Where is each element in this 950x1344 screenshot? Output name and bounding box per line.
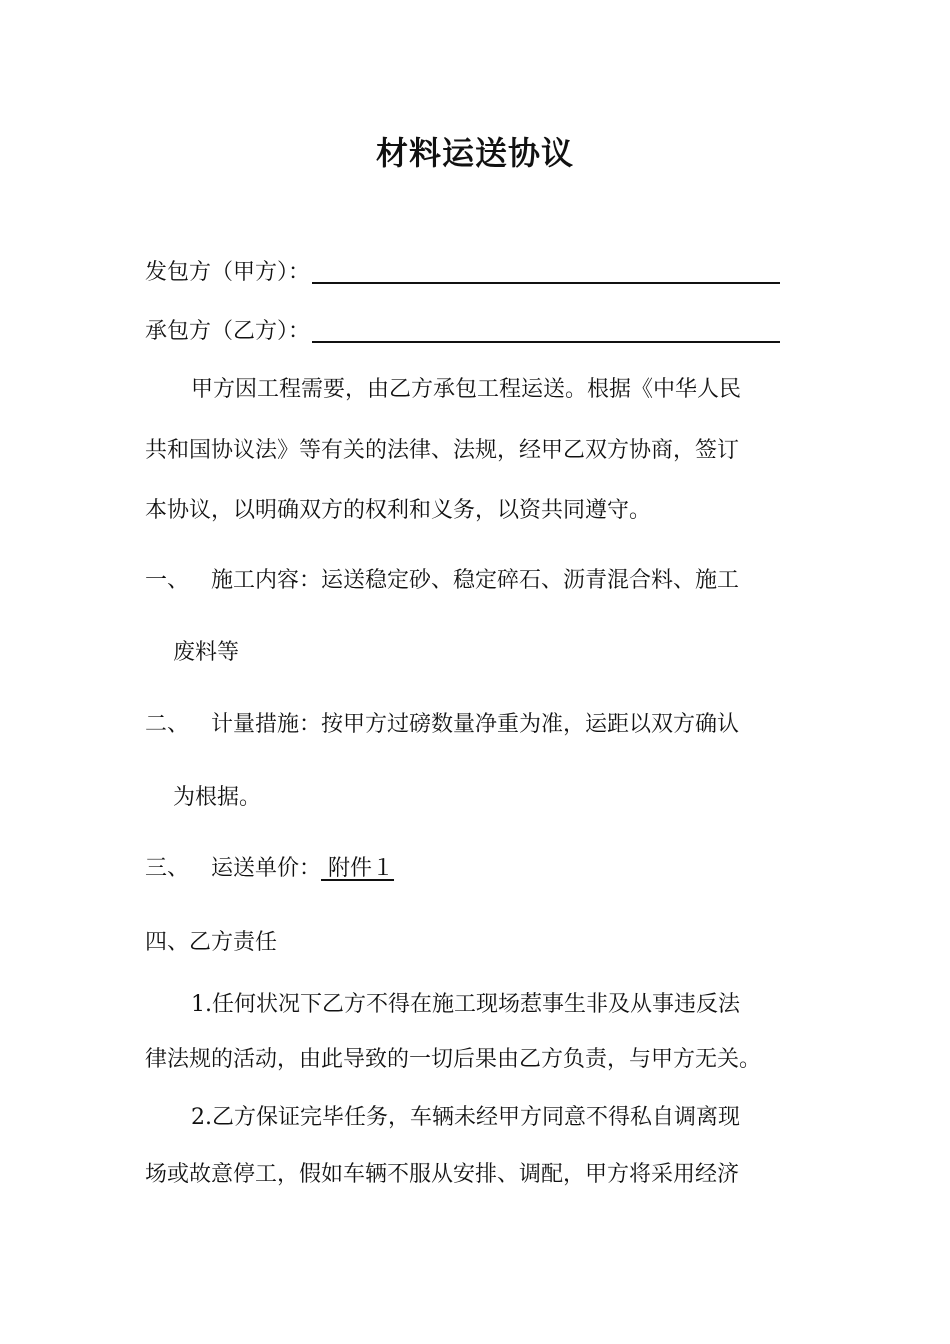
preamble-line-1: 甲方因工程需要，由乙方承包工程运送。根据《中华人民 — [191, 377, 742, 402]
section-3-label: 运送单价： — [211, 856, 322, 881]
party-b-label: 承包方（乙方）： — [145, 319, 311, 344]
section-2 — [145, 710, 805, 740]
section-3-value: 附件１ — [321, 856, 395, 881]
party-a-blank-line — [312, 282, 780, 284]
item-2-line-1: 2.乙方保证完毕任务，车辆未经甲方同意不得私自调离现 — [191, 1105, 740, 1130]
section-2-text: 计量措施：按甲方过磅数量净重为准，运距以双方确认 — [211, 712, 740, 737]
section-1-text: 施工内容：运送稳定砂、稳定碎石、沥青混合料、施工 — [211, 568, 740, 593]
section-2-number: 二、 — [145, 712, 190, 737]
item-1-line-1: 1.任何状况下乙方不得在施工现场惹事生非及从事违反法 — [191, 992, 740, 1017]
section-4-heading: 四、乙方责任 — [145, 930, 278, 955]
section-2-continuation: 为根据。 — [173, 785, 262, 810]
item-2-line-2: 场或故意停工，假如车辆不服从安排、调配，甲方将采用经济 — [145, 1162, 740, 1187]
item-1-line-2: 律法规的活动，由此导致的一切后果由乙方负责，与甲方无关。 — [145, 1047, 762, 1072]
section-1 — [145, 566, 805, 596]
preamble-line-3: 本协议，以明确双方的权利和义务，以资共同遵守。 — [145, 498, 652, 523]
preamble-line-2: 共和国协议法》等有关的法律、法规，经甲乙双方协商，签订 — [145, 438, 740, 463]
section-3-number: 三、 — [145, 856, 190, 881]
party-b-row — [145, 317, 805, 347]
party-a-label: 发包方（甲方）： — [145, 260, 311, 285]
section-3 — [145, 854, 805, 884]
party-a-row — [145, 258, 805, 288]
section-1-number: 一、 — [145, 568, 190, 593]
document-title: 材料运送协议 — [375, 134, 574, 172]
section-1-continuation: 废料等 — [173, 640, 240, 665]
party-b-blank-line — [312, 341, 780, 343]
